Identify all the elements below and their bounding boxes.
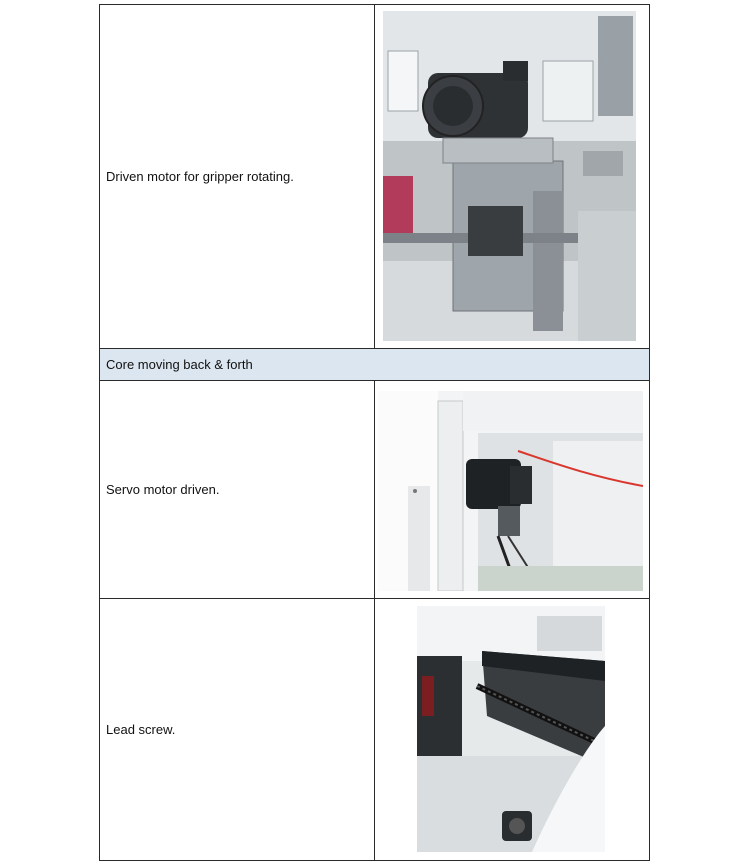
table-row: [100, 599, 650, 861]
lead-screw-photo: [417, 606, 605, 852]
image-cell: [375, 599, 650, 861]
spec-table: [99, 4, 650, 861]
section-title: Core moving back & forth: [106, 357, 253, 372]
image-cell: [375, 381, 650, 599]
section-header: [100, 349, 650, 381]
image-cell: [375, 5, 650, 349]
table-row: [100, 349, 650, 381]
table-row: [100, 5, 650, 349]
row-description: Lead screw.: [106, 722, 176, 737]
description-cell: [100, 599, 375, 861]
row-description: Driven motor for gripper rotating.: [106, 169, 294, 184]
description-cell: [100, 381, 375, 599]
gripper-motor-photo: [383, 11, 636, 341]
servo-motor-photo: [378, 391, 643, 591]
row-description: Servo motor driven.: [106, 482, 220, 497]
description-cell: [100, 5, 375, 349]
table-row: [100, 381, 650, 599]
